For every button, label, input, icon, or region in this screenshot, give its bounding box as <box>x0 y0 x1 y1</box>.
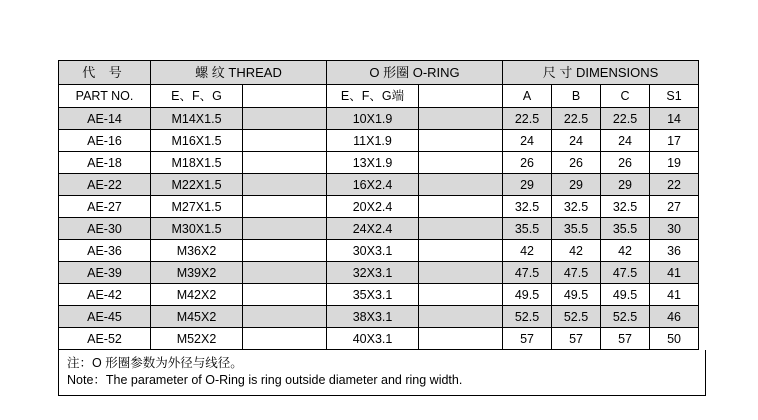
cell-part-no: AE-42 <box>59 284 151 306</box>
cell-b: 29 <box>552 174 601 196</box>
cell-c: 29 <box>601 174 650 196</box>
cell-a: 24 <box>503 130 552 152</box>
cell-oring: 32X3.1 <box>327 262 419 284</box>
cell-thread: M45X2 <box>151 306 243 328</box>
cell-part-no: AE-14 <box>59 108 151 130</box>
cell-b: 42 <box>552 240 601 262</box>
cell-oring-blank <box>419 152 503 174</box>
cell-a: 49.5 <box>503 284 552 306</box>
header-part-no-cn: 代 号 <box>59 61 151 85</box>
cell-b: 26 <box>552 152 601 174</box>
cell-thread: M30X1.5 <box>151 218 243 240</box>
cell-oring-blank <box>419 108 503 130</box>
table-row <box>59 218 699 240</box>
cell-b: 49.5 <box>552 284 601 306</box>
cell-thread-blank <box>243 196 327 218</box>
cell-thread: M42X2 <box>151 284 243 306</box>
cell-oring-blank <box>419 284 503 306</box>
table-row <box>59 306 699 328</box>
cell-s1: 19 <box>650 152 699 174</box>
cell-c: 49.5 <box>601 284 650 306</box>
cell-s1: 22 <box>650 174 699 196</box>
header-dimensions: 尺 寸 DIMENSIONS <box>503 61 699 85</box>
table-row <box>59 130 699 152</box>
cell-thread-blank <box>243 130 327 152</box>
cell-thread: M16X1.5 <box>151 130 243 152</box>
cell-s1: 41 <box>650 262 699 284</box>
cell-oring: 24X2.4 <box>327 218 419 240</box>
table-row <box>59 262 699 284</box>
cell-b: 52.5 <box>552 306 601 328</box>
subheader-s1: S1 <box>650 85 699 108</box>
cell-a: 22.5 <box>503 108 552 130</box>
cell-thread-blank <box>243 240 327 262</box>
cell-c: 47.5 <box>601 262 650 284</box>
cell-c: 24 <box>601 130 650 152</box>
cell-oring-blank <box>419 306 503 328</box>
cell-s1: 50 <box>650 328 699 350</box>
cell-part-no: AE-18 <box>59 152 151 174</box>
cell-part-no: AE-22 <box>59 174 151 196</box>
cell-thread: M22X1.5 <box>151 174 243 196</box>
cell-c: 42 <box>601 240 650 262</box>
cell-thread-blank <box>243 306 327 328</box>
cell-thread: M27X1.5 <box>151 196 243 218</box>
cell-oring: 20X2.4 <box>327 196 419 218</box>
table-row <box>59 240 699 262</box>
cell-s1: 30 <box>650 218 699 240</box>
cell-oring-blank <box>419 218 503 240</box>
cell-c: 57 <box>601 328 650 350</box>
subheader-oring-blank <box>419 85 503 108</box>
cell-thread: M36X2 <box>151 240 243 262</box>
cell-b: 47.5 <box>552 262 601 284</box>
cell-a: 26 <box>503 152 552 174</box>
footnote-chinese: 注：O 形圈参数为外径与线径。 <box>67 356 243 370</box>
subheader-b: B <box>552 85 601 108</box>
cell-s1: 27 <box>650 196 699 218</box>
table-header-row-2 <box>59 85 699 108</box>
subheader-c: C <box>601 85 650 108</box>
table-row <box>59 284 699 306</box>
cell-b: 22.5 <box>552 108 601 130</box>
subheader-thread-efg: E、F、G <box>151 85 243 108</box>
cell-oring: 13X1.9 <box>327 152 419 174</box>
cell-s1: 36 <box>650 240 699 262</box>
header-thread: 螺 纹 THREAD <box>151 61 327 85</box>
cell-part-no: AE-36 <box>59 240 151 262</box>
cell-b: 32.5 <box>552 196 601 218</box>
cell-c: 32.5 <box>601 196 650 218</box>
specification-table-container <box>58 60 698 396</box>
cell-b: 24 <box>552 130 601 152</box>
cell-c: 52.5 <box>601 306 650 328</box>
cell-s1: 17 <box>650 130 699 152</box>
cell-oring: 10X1.9 <box>327 108 419 130</box>
cell-part-no: AE-16 <box>59 130 151 152</box>
cell-s1: 14 <box>650 108 699 130</box>
cell-a: 42 <box>503 240 552 262</box>
table-row <box>59 328 699 350</box>
cell-thread: M18X1.5 <box>151 152 243 174</box>
footnote-english: Note：The parameter of O-Ring is ring outside diameter and ring width. <box>67 373 463 387</box>
table-row <box>59 108 699 130</box>
table-row <box>59 174 699 196</box>
cell-oring: 35X3.1 <box>327 284 419 306</box>
table-header-row-1 <box>59 61 699 85</box>
cell-part-no: AE-30 <box>59 218 151 240</box>
cell-c: 26 <box>601 152 650 174</box>
cell-oring-blank <box>419 328 503 350</box>
cell-s1: 41 <box>650 284 699 306</box>
header-oring: O 形圈 O-RING <box>327 61 503 85</box>
cell-thread-blank <box>243 152 327 174</box>
cell-oring-blank <box>419 262 503 284</box>
subheader-oring-efg: E、F、G端 <box>327 85 419 108</box>
cell-b: 35.5 <box>552 218 601 240</box>
cell-part-no: AE-27 <box>59 196 151 218</box>
cell-thread-blank <box>243 284 327 306</box>
cell-oring: 38X3.1 <box>327 306 419 328</box>
cell-thread: M39X2 <box>151 262 243 284</box>
subheader-thread-blank <box>243 85 327 108</box>
cell-oring: 30X3.1 <box>327 240 419 262</box>
cell-a: 35.5 <box>503 218 552 240</box>
cell-oring-blank <box>419 196 503 218</box>
cell-oring-blank <box>419 174 503 196</box>
cell-thread-blank <box>243 174 327 196</box>
cell-thread-blank <box>243 108 327 130</box>
specification-table <box>58 60 699 350</box>
table-row <box>59 152 699 174</box>
table-row <box>59 196 699 218</box>
cell-part-no: AE-52 <box>59 328 151 350</box>
cell-c: 35.5 <box>601 218 650 240</box>
cell-s1: 46 <box>650 306 699 328</box>
cell-oring-blank <box>419 130 503 152</box>
cell-a: 32.5 <box>503 196 552 218</box>
cell-b: 57 <box>552 328 601 350</box>
cell-thread: M14X1.5 <box>151 108 243 130</box>
cell-a: 52.5 <box>503 306 552 328</box>
cell-thread-blank <box>243 218 327 240</box>
subheader-part-no: PART NO. <box>59 85 151 108</box>
subheader-a: A <box>503 85 552 108</box>
cell-oring-blank <box>419 240 503 262</box>
cell-c: 22.5 <box>601 108 650 130</box>
cell-oring: 16X2.4 <box>327 174 419 196</box>
cell-thread: M52X2 <box>151 328 243 350</box>
cell-part-no: AE-45 <box>59 306 151 328</box>
cell-a: 47.5 <box>503 262 552 284</box>
cell-oring: 11X1.9 <box>327 130 419 152</box>
cell-thread-blank <box>243 262 327 284</box>
cell-a: 29 <box>503 174 552 196</box>
cell-a: 57 <box>503 328 552 350</box>
table-footnotes <box>58 350 706 396</box>
cell-part-no: AE-39 <box>59 262 151 284</box>
cell-oring: 40X3.1 <box>327 328 419 350</box>
cell-thread-blank <box>243 328 327 350</box>
